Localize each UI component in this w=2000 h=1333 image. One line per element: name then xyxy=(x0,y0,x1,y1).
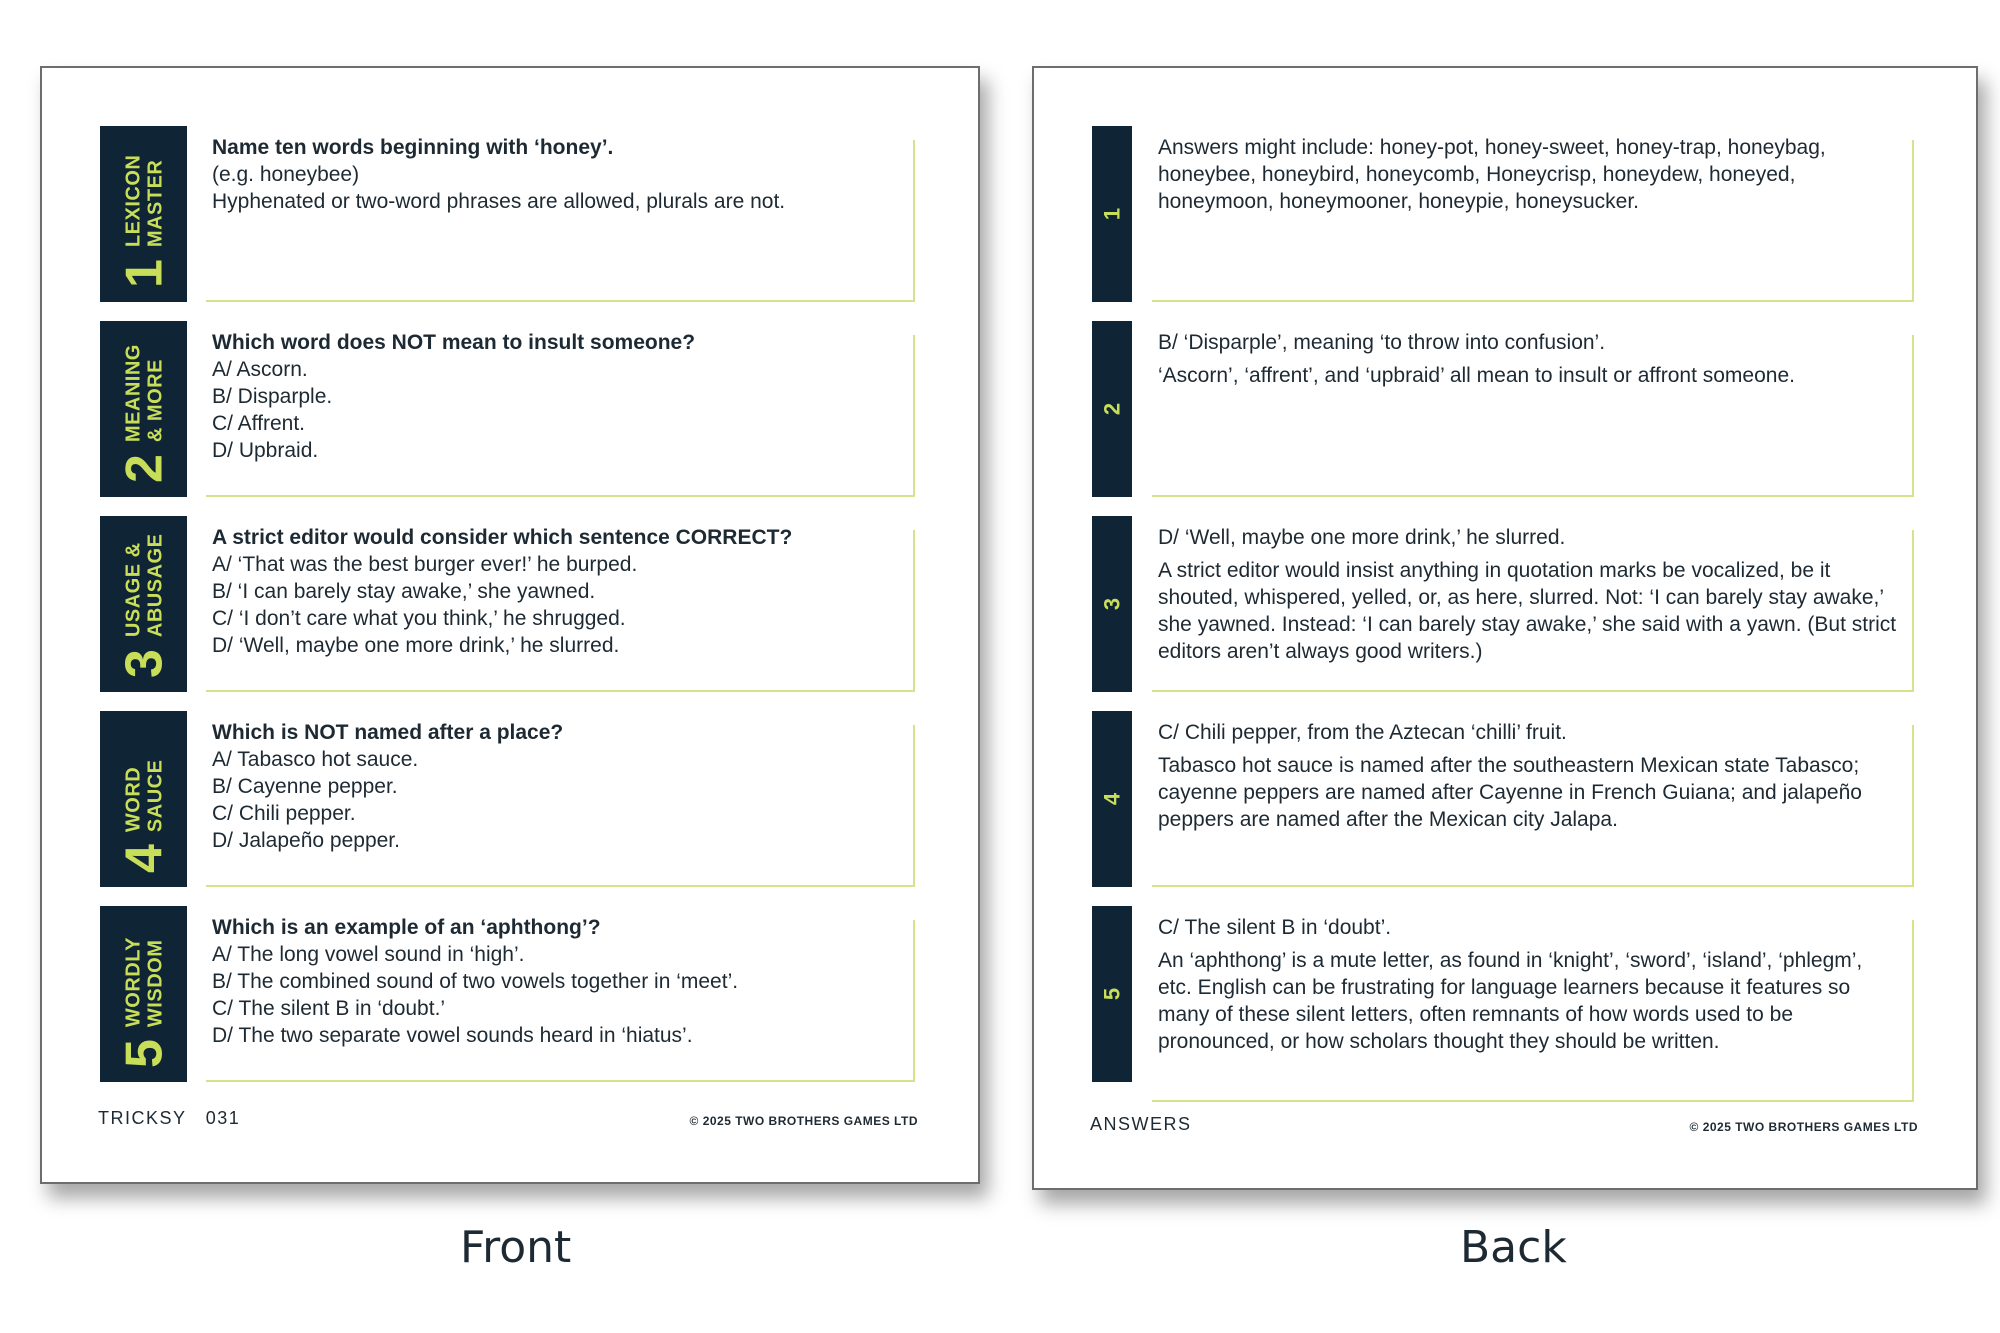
answer-slot-5 xyxy=(1092,906,1914,1092)
question-heading: Which is an example of an ‘aphthong’? xyxy=(212,916,601,939)
question-text xyxy=(212,134,902,215)
question-heading: Which word does NOT mean to insult someone? xyxy=(212,331,696,354)
category-title: WORD SAUCE xyxy=(121,759,166,833)
answer-option: B/ Disparple. xyxy=(212,385,333,408)
question-slot-5 xyxy=(100,906,915,1082)
question-text xyxy=(212,719,902,854)
answer-tab-5 xyxy=(1092,906,1132,1082)
answer-line: C/ The silent B in ‘doubt’. xyxy=(1158,916,1392,939)
question-heading: Name ten words beginning with ‘honey’. xyxy=(212,136,614,159)
answer-text xyxy=(1158,329,1898,395)
answer-explanation: ‘Ascorn’, ‘affrent’, and ‘upbraid’ all mean to insult or affront someone. xyxy=(1158,364,1795,387)
answer-text xyxy=(1158,524,1898,671)
answer-text xyxy=(1158,914,1898,1061)
answer-option: B/ ‘I can barely stay awake,’ she yawned. xyxy=(212,580,596,603)
answer-number: 1 xyxy=(1099,207,1124,221)
answer-text xyxy=(1158,719,1898,839)
answer-number: 3 xyxy=(1099,597,1124,611)
answer-line: D/ ‘Well, maybe one more drink,’ he slurred. xyxy=(1158,526,1566,549)
answer-text xyxy=(1158,134,1898,221)
question-text xyxy=(212,524,902,659)
category-tab-3 xyxy=(100,516,187,692)
answer-option: A/ Tabasco hot sauce. xyxy=(212,748,419,771)
answer-option: C/ Affrent. xyxy=(212,412,305,435)
front-card xyxy=(40,66,980,1184)
category-title: WORDLY WISDOM xyxy=(121,937,166,1028)
category-tab-5 xyxy=(100,906,187,1082)
answer-slot-3 xyxy=(1092,516,1914,692)
category-title: MEANING & MORE xyxy=(121,344,166,443)
answer-option: A/ The long vowel sound in ‘high’. xyxy=(212,943,525,966)
category-tab-1 xyxy=(100,126,187,302)
question-slot-3 xyxy=(100,516,915,692)
answer-number: 4 xyxy=(1099,792,1124,806)
back-card xyxy=(1032,66,1978,1190)
answer-line: C/ Chili pepper, from the Aztecan ‘chilli’ fruit. xyxy=(1158,721,1567,744)
copyright: © 2025 TWO BROTHERS GAMES LTD xyxy=(1689,1120,1918,1134)
question-line: (e.g. honeybee) xyxy=(212,163,360,186)
category-title: USAGE & ABUSAGE xyxy=(121,533,166,638)
category-number: 1 xyxy=(114,259,173,288)
answer-option: D/ Upbraid. xyxy=(212,439,319,462)
question-text xyxy=(212,329,902,464)
answer-tab-3 xyxy=(1092,516,1132,692)
answer-option: B/ The combined sound of two vowels together in ‘meet’. xyxy=(212,970,739,993)
answer-option: D/ Jalapeño pepper. xyxy=(212,829,400,852)
answer-option: D/ The two separate vowel sounds heard in ‘hiatus’. xyxy=(212,1024,693,1047)
question-heading: Which is NOT named after a place? xyxy=(212,721,564,744)
category-number: 5 xyxy=(114,1039,173,1068)
category-tab-4 xyxy=(100,711,187,887)
category-title: LEXICON MASTER xyxy=(121,154,166,248)
answers-label: ANSWERS xyxy=(1090,1114,1192,1134)
question-slot-2 xyxy=(100,321,915,497)
answer-slot-4 xyxy=(1092,711,1914,887)
category-number: 3 xyxy=(114,649,173,678)
answer-number: 2 xyxy=(1099,402,1124,416)
answer-option: D/ ‘Well, maybe one more drink,’ he slurred. xyxy=(212,634,620,657)
answer-tab-4 xyxy=(1092,711,1132,887)
answer-option: C/ Chili pepper. xyxy=(212,802,356,825)
answer-option: A/ Ascorn. xyxy=(212,358,308,381)
answer-slot-1 xyxy=(1092,126,1914,302)
back-caption: Back xyxy=(1460,1222,1567,1273)
question-text xyxy=(212,914,902,1049)
question-slot-1 xyxy=(100,126,915,302)
answer-tab-1 xyxy=(1092,126,1132,302)
category-number: 2 xyxy=(114,454,173,483)
question-slot-4 xyxy=(100,711,915,887)
card-id: TRICKSY 031 xyxy=(98,1108,241,1128)
copyright: © 2025 TWO BROTHERS GAMES LTD xyxy=(689,1114,918,1128)
answer-explanation: A strict editor would insist anything in quotation marks be vocalized, be it shouted, whispered, yelled, or, as here, slurred. Not: ‘I can barely stay awake,’ she yawned. Instead: ‘I can barely stay awake,’ she said with a yawn. (But strict editors aren’t always good writers.) xyxy=(1158,559,1897,663)
answer-option: B/ Cayenne pepper. xyxy=(212,775,398,798)
question-line: Hyphenated or two-word phrases are allowed, plurals are not. xyxy=(212,190,786,213)
answer-explanation: Tabasco hot sauce is named after the southeastern Mexican state Tabasco; cayenne peppers are named after Cayenne in French Guiana; and jalapeño peppers are named after the Mexican city Jalapa. xyxy=(1158,754,1862,831)
answer-tab-2 xyxy=(1092,321,1132,497)
answer-line: B/ ‘Disparple’, meaning ‘to throw into confusion’. xyxy=(1158,331,1606,354)
category-number: 4 xyxy=(114,844,173,873)
answer-option: C/ The silent B in ‘doubt.’ xyxy=(212,997,446,1020)
answer-option: C/ ‘I don’t care what you think,’ he shrugged. xyxy=(212,607,626,630)
question-heading: A strict editor would consider which sentence CORRECT? xyxy=(212,526,793,549)
answer-line: Answers might include: honey-pot, honey-sweet, honey-trap, honeybag, honeybee, honeybird, honeycomb, Honeycrisp, honeydew, honeyed, honeymoon, honeymooner, honeypie, honeysucker. xyxy=(1158,136,1826,213)
answer-slot-2 xyxy=(1092,321,1914,497)
answer-number: 5 xyxy=(1099,987,1124,1001)
answer-explanation: An ‘aphthong’ is a mute letter, as found in ‘knight’, ‘sword’, ‘island’, ‘phlegm’, etc. English can be frustrating for language learners because it features so many of these silent letters, often remnants of how words used to be pronounced, or how scholars thought they should be written. xyxy=(1158,949,1863,1053)
front-caption: Front xyxy=(460,1222,572,1273)
answer-option: A/ ‘That was the best burger ever!’ he burped. xyxy=(212,553,638,576)
category-tab-2 xyxy=(100,321,187,497)
